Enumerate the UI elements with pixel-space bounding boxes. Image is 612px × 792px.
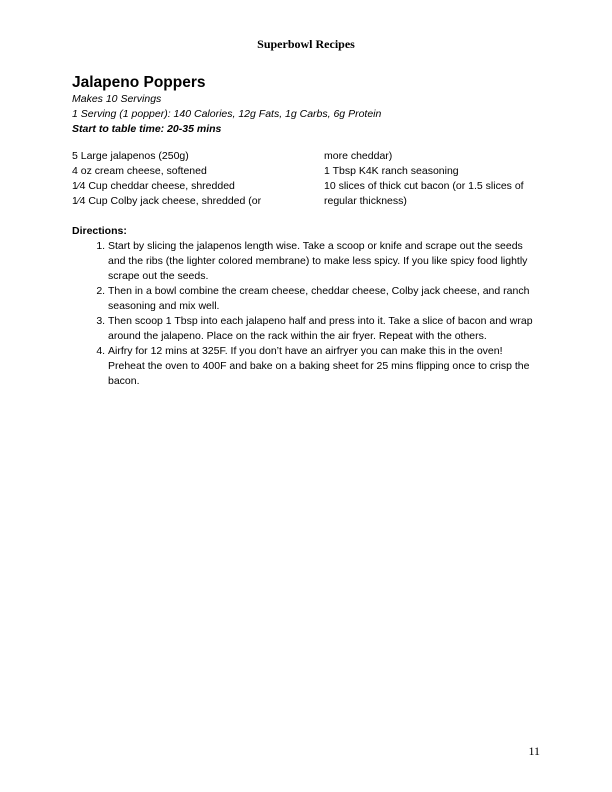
recipe-nutrition: 1 Serving (1 popper): 140 Calories, 12g Fats, 1g Carbs, 6g Protein xyxy=(72,108,382,120)
direction-step: 1. Start by slicing the jalapenos length wise. Take a scoop or knife and scrape out the seeds and the ribs (the lighter colored membrane) to make less spicy. If you like spicy food lightly scrape out the seeds. xyxy=(108,239,542,284)
ingredient-item: 1⁄4 Cup Colby jack cheese, shredded (or xyxy=(72,195,262,207)
recipe-time: Start to table time: 20-35 mins xyxy=(72,123,222,135)
ingredient-item: 1⁄4 Cup cheddar cheese, shredded xyxy=(72,180,235,192)
ingredient-item: 10 slices of thick cut bacon (or 1.5 slices of xyxy=(324,180,524,192)
recipe-servings: Makes 10 Servings xyxy=(72,93,162,105)
ingredients-list xyxy=(72,149,542,209)
direction-step: 3. Then scoop 1 Tbsp into each jalapeno half and press into it. Take a slice of bacon and wrap around the jalapeno. Place on the rack within the air fryer. Repeat with the others. xyxy=(108,314,542,344)
recipe-content xyxy=(72,73,542,389)
ingredient-item: 1 Tbsp K4K ranch seasoning xyxy=(324,165,459,177)
page-header: Superbowl Recipes xyxy=(257,37,355,51)
ingredients-column-right xyxy=(324,149,542,209)
ingredient-item: regular thickness) xyxy=(324,195,407,207)
direction-step: 4. Airfry for 12 mins at 325F. If you don’t have an airfryer you can make this in the oven! Preheat the oven to 400F and bake on a baking sheet for 25 mins flipping once to crisp the bacon. xyxy=(108,344,542,389)
directions-heading: Directions: xyxy=(72,225,127,237)
ingredients-column-left xyxy=(72,149,324,209)
ingredient-item: more cheddar) xyxy=(324,150,393,162)
page-number: 11 xyxy=(528,744,540,758)
ingredient-item: 4 oz cream cheese, softened xyxy=(72,165,207,177)
recipe-title: Jalapeno Poppers xyxy=(72,74,206,91)
direction-step: 2. Then in a bowl combine the cream cheese, cheddar cheese, Colby jack cheese, and ranch seasoning and mix well. xyxy=(108,284,542,314)
ingredient-item: 5 Large jalapenos (250g) xyxy=(72,150,189,162)
directions-list xyxy=(72,239,542,389)
